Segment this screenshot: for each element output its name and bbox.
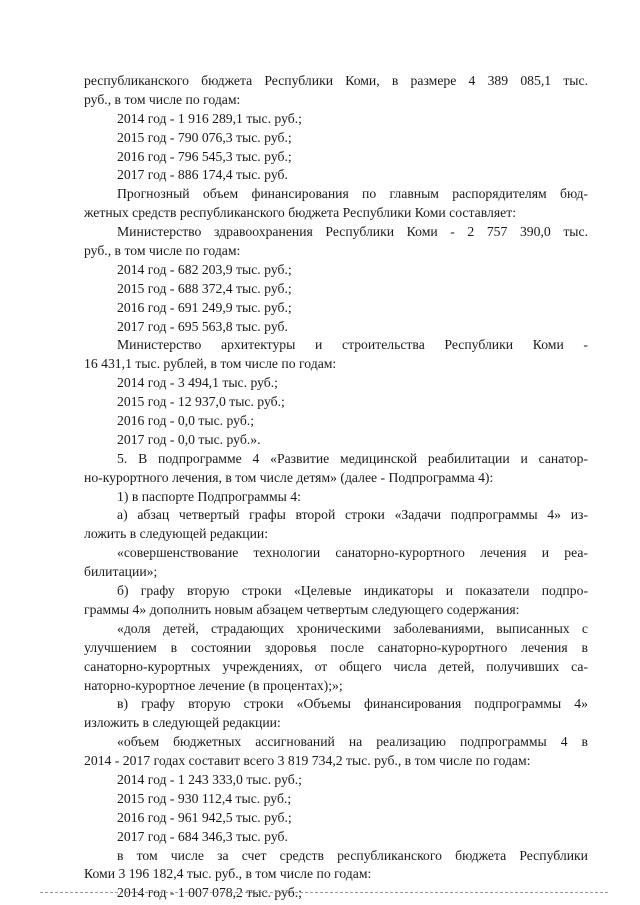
text-line: Министерство архитектуры и строительства Республики Коми -: [117, 337, 588, 353]
text-line: Министерство здравоохранения Республики Коми - 2 757 390,0 тыс.: [117, 224, 588, 240]
text-line: 2014 год - 1 916 289,1 тыс. руб.;: [117, 110, 302, 126]
text-line: изложить в следующей редакции:: [84, 715, 281, 731]
text-line: 16 431,1 тыс. рублей, в том числе по годам:: [84, 356, 337, 372]
text-line: 2017 год - 684 346,3 тыс. руб.: [117, 828, 288, 844]
text-line: 2016 год - 961 942,5 тыс. руб.;: [117, 809, 292, 825]
text-line: граммы 4» дополнить новым абзацем четвертым следующего содержания:: [84, 601, 520, 617]
text-line: 2016 год - 691 249,9 тыс. руб.;: [117, 299, 292, 315]
text-line: билитации»;: [84, 564, 158, 580]
text-line: Коми 3 196 182,4 тыс. руб., в том числе по годам:: [84, 866, 372, 882]
text-line: «совершенствование технологии санаторно-курортного лечения и реа-: [117, 545, 588, 561]
text-line: б) графу вторую строки «Целевые индикаторы и показатели подпро-: [117, 583, 588, 599]
text-line: «доля детей, страдающих хроническими заболеваниями, выписанных с: [117, 620, 588, 636]
text-line: 2016 год - 0,0 тыс. руб.;: [117, 413, 255, 429]
text-line: 5. В подпрограмме 4 «Развитие медицинской реабилитации и санатор-: [117, 450, 588, 466]
text-line: жетных средств республиканского бюджета Республики Коми составляет:: [84, 205, 517, 221]
text-line: но-курортного лечения, в том числе детям» (далее - Подпрограмма 4):: [84, 469, 494, 485]
text-line: 2016 год - 796 545,3 тыс. руб.;: [117, 148, 292, 164]
text-line: руб., в том числе по годам:: [84, 243, 241, 259]
text-line: 2014 год - 1 243 333,0 тыс. руб.;: [117, 771, 302, 787]
text-line: а) абзац четвертый графы второй строки «Задачи подпрограммы 4» из-: [117, 507, 588, 523]
text-line: 2014 год - 1 007 078,2 тыс. руб.;: [117, 885, 302, 901]
text-line: «объем бюджетных ассигнований на реализацию подпрограммы 4 в: [117, 734, 588, 750]
text-line: 2014 - 2017 годах составит всего 3 819 734,2 тыс. руб., в том числе по годам:: [84, 753, 531, 769]
text-line: наторно-курортное лечение (в процентах);»;: [84, 677, 343, 693]
text-line: санаторно-курортных учреждениях, от общего числа детей, получивших са-: [84, 658, 588, 674]
text-line: 2015 год - 688 372,4 тыс. руб.;: [117, 280, 292, 296]
text-line: руб., в том числе по годам:: [84, 91, 241, 107]
text-line: улучшением в состоянии здоровья после санаторно-курортного лечения в: [84, 639, 588, 655]
text-line: 2015 год - 12 937,0 тыс. руб.;: [117, 394, 285, 410]
text-line: 2015 год - 930 112,4 тыс. руб.;: [117, 790, 292, 806]
text-line: 2017 год - 0,0 тыс. руб.».: [117, 431, 261, 447]
text-line: ложить в следующей редакции:: [84, 526, 269, 542]
text-line: 2017 год - 695 563,8 тыс. руб.: [117, 318, 288, 334]
text-line: в том числе за счет средств республиканского бюджета Республики: [117, 847, 588, 863]
text-line: 2014 год - 3 494,1 тыс. руб.;: [117, 375, 278, 391]
text-line: в) графу вторую строки «Объемы финансирования подпрограммы 4»: [117, 696, 588, 712]
text-line: Прогнозный объем финансирования по главным распорядителям бюд-: [117, 186, 588, 202]
document-page: [84, 72, 588, 903]
text-line: республиканского бюджета Республики Коми, в размере 4 389 085,1 тыс.: [84, 73, 588, 88]
text-line: 2014 год - 682 203,9 тыс. руб.;: [117, 261, 292, 277]
text-line: 2015 год - 790 076,3 тыс. руб.;: [117, 129, 292, 145]
text-line: 2017 год - 886 174,4 тыс. руб.: [117, 167, 288, 183]
text-line: 1) в паспорте Подпрограммы 4:: [117, 488, 301, 504]
bottom-dashed-rule: [40, 892, 608, 893]
